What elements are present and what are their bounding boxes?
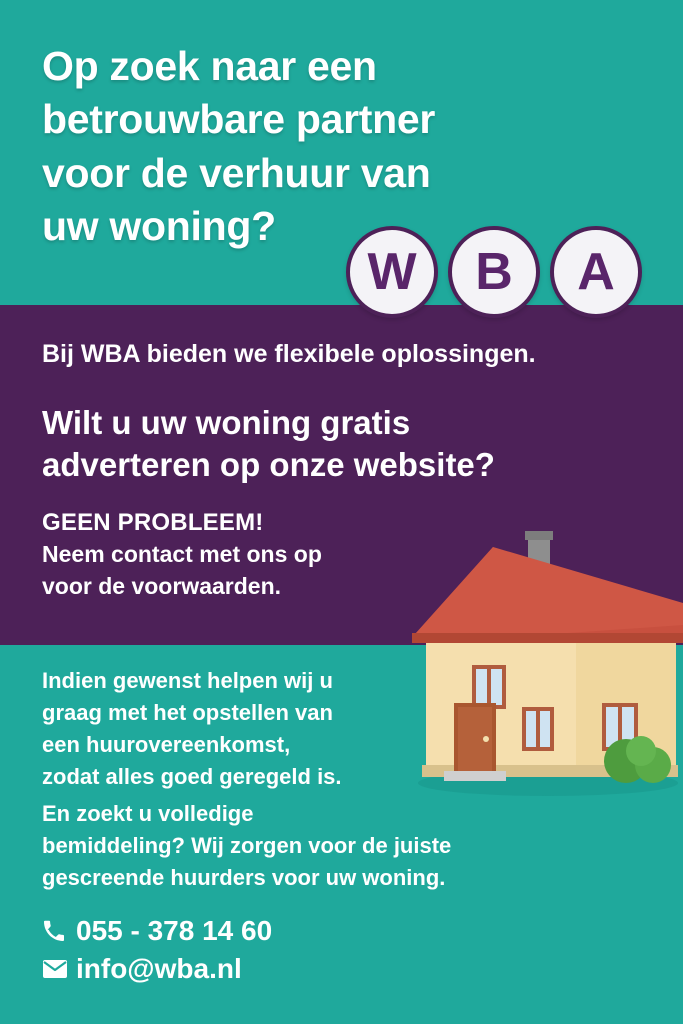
bottom-paragraph-2: [42, 798, 542, 894]
headline-line-1: Op zoek naar een: [42, 43, 377, 89]
phone-icon: [42, 919, 76, 943]
bottom-paragraph-2-line-2: bemiddeling? Wij zorgen voor de juiste: [42, 832, 452, 858]
offer-subtext-line-2: voor de voorwaarden.: [42, 572, 282, 599]
headline-line-3: voor de verhuur van: [42, 149, 431, 196]
logo-letter-b: B: [448, 226, 540, 318]
offer-heading-line-1: Wilt u uw woning gratis: [42, 404, 411, 441]
house-illustration: [398, 525, 683, 800]
bottom-paragraph-1-line-1: Indien gewenst helpen wij u: [42, 668, 333, 693]
offer-subtext-emphasis: GEEN PROBLEEM!: [42, 509, 264, 536]
email-row[interactable]: [42, 953, 542, 985]
headline: [42, 40, 622, 253]
bottom-paragraph-1: [42, 665, 422, 793]
logo-letter-w: W: [346, 226, 438, 318]
envelope-icon: [42, 959, 76, 979]
bottom-paragraph-1-line-2: graag met het opstellen van: [42, 699, 333, 725]
headline-line-2: betrouwbare partner: [42, 96, 435, 143]
intro-text: Bij WBA bieden we flexibele oplossingen.: [42, 340, 536, 368]
logo-letter-a: A: [550, 226, 642, 318]
bottom-paragraph-2-line-1: En zoekt u volledige: [42, 801, 254, 826]
headline-line-4: uw woning?: [42, 202, 276, 249]
phone-number: 055 - 378 14 60: [76, 915, 273, 946]
email-address: info@wba.nl: [76, 953, 242, 984]
phone-row[interactable]: [42, 915, 542, 947]
bottom-paragraph-1-line-4: zodat alles goed geregeld is.: [42, 763, 342, 789]
bottom-paragraph-2-line-3: gescreende huurders voor uw woning.: [42, 864, 446, 890]
wba-logo: [346, 226, 646, 318]
offer-heading-line-2: adverteren op onze website?: [42, 446, 495, 484]
offer-subtext: [42, 506, 442, 603]
offer-subtext-line-1: Neem contact met ons op: [42, 541, 322, 568]
contact-block: [42, 915, 542, 991]
offer-heading: [42, 402, 642, 486]
bottom-paragraph-1-line-3: een huurovereenkomst,: [42, 731, 291, 757]
